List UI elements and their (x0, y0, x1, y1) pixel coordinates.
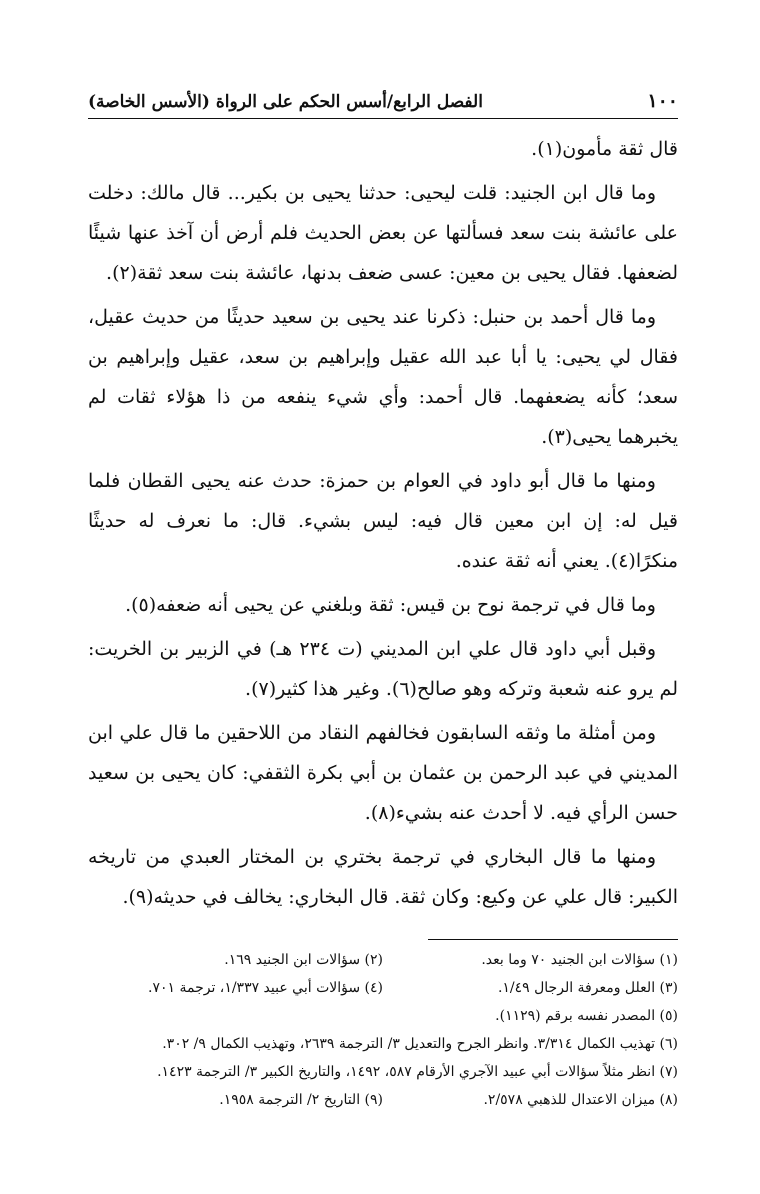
chapter-title: الفصل الرابع/أسس الحكم على الرواة (الأسس الخاصة) (88, 92, 483, 112)
footnote: (٤) سؤالات أبي عبيد ١/٣٣٧، ترجمة ٧٠١. (148, 980, 383, 996)
footnote: (٥) المصدر نفسه برقم (١١٢٩). (495, 1008, 678, 1024)
paragraph: ومن أمثلة ما وثقه السابقون فخالفهم النقاد من اللاحقين ما قال علي ابن المديني في عبد الرحمن بن عثمان بن أبي بكرة الثقفي: كان يحيى بن سعيد حسن الرأي فيه. لا أحدث عنه بشيء(٨). (88, 722, 678, 824)
paragraph: وما قال ابن الجنيد: قلت ليحيى: حدثنا يحيى بن بكير... قال مالك: دخلت على عائشة بنت سعد فسألتها عن بعض الحديث فلم أرض أن آخذ عنها شيئًا لضعفها. فقال يحيى بن معين: عسى ضعف بدنها، عائشة بنت سعد ثقة(٢). (88, 182, 678, 284)
footnote-separator (428, 939, 678, 940)
book-page (88, 90, 678, 1114)
running-header (88, 90, 678, 119)
paragraph: وما قال في ترجمة نوح بن قيس: ثقة وبلغني عن يحيى أنه ضعفه(٥). (125, 594, 656, 616)
page-number: ١٠٠ (647, 90, 678, 112)
paragraph: وما قال أحمد بن حنبل: ذكرنا عند يحيى بن سعيد حديثًا من حديث عقيل، فقال لي يحيى: يا أبا عبد الله عقيل وإبراهيم بن سعد، عقيل وإبراهيم بن سعد؛ كأنه يضعفهما. قال أحمد: وأي شيء ينفعه من ذا هؤلاء ثقات لم يخبرهما يحيى(٣). (88, 306, 678, 448)
footnote: (٨) ميزان الاعتدال للذهبي ٢/٥٧٨. (483, 1092, 678, 1108)
footnote: (٧) انظر مثلاً سؤالات أبي عبيد الآجري الأرقام ٥٨٧، ١٤٩٢، والتاريخ الكبير ٣/ الترجمة ١٤٢٣. (157, 1064, 678, 1080)
footnote-row (88, 1086, 678, 1114)
footnote: (٣) العلل ومعرفة الرجال ١/٤٩. (497, 980, 678, 996)
paragraph: ومنها ما قال أبو داود في العوام بن حمزة: حدث عنه يحيى القطان فلما قيل له: إن ابن معين قال فيه: ليس بشيء. قال: ما نعرف له حديثًا منكرًا(٤). يعني أنه ثقة عنده. (88, 470, 678, 572)
footnote-row (88, 974, 678, 1002)
footnotes (88, 946, 678, 1114)
main-text (88, 129, 678, 917)
footnote-row (88, 946, 678, 974)
paragraph: قال ثقة مأمون(١). (531, 138, 678, 160)
footnote: (٩) التاريخ ٢/ الترجمة ١٩٥٨. (219, 1092, 383, 1108)
footnote: (١) سؤالات ابن الجنيد ٧٠ وما بعد. (481, 952, 678, 968)
footnote: (٦) تهذيب الكمال ٣/٣١٤. وانظر الجرح والتعديل ٣/ الترجمة ٢٦٣٩، وتهذيب الكمال ٩/ ٣٠٢. (162, 1036, 678, 1052)
paragraph: ومنها ما قال البخاري في ترجمة بختري بن المختار العبدي من تاريخه الكبير: قال علي عن وكيع: وكان ثقة. قال البخاري: يخالف في حديثه(٩). (88, 846, 678, 908)
footnote: (٢) سؤالات ابن الجنيد ١٦٩. (224, 952, 383, 968)
paragraph: وقبل أبي داود قال علي ابن المديني (ت ٢٣٤ هـ) في الزبير بن الخريت: لم يرو عنه شعبة وتركه وهو صالح(٦). وغير هذا كثير(٧). (88, 638, 678, 700)
